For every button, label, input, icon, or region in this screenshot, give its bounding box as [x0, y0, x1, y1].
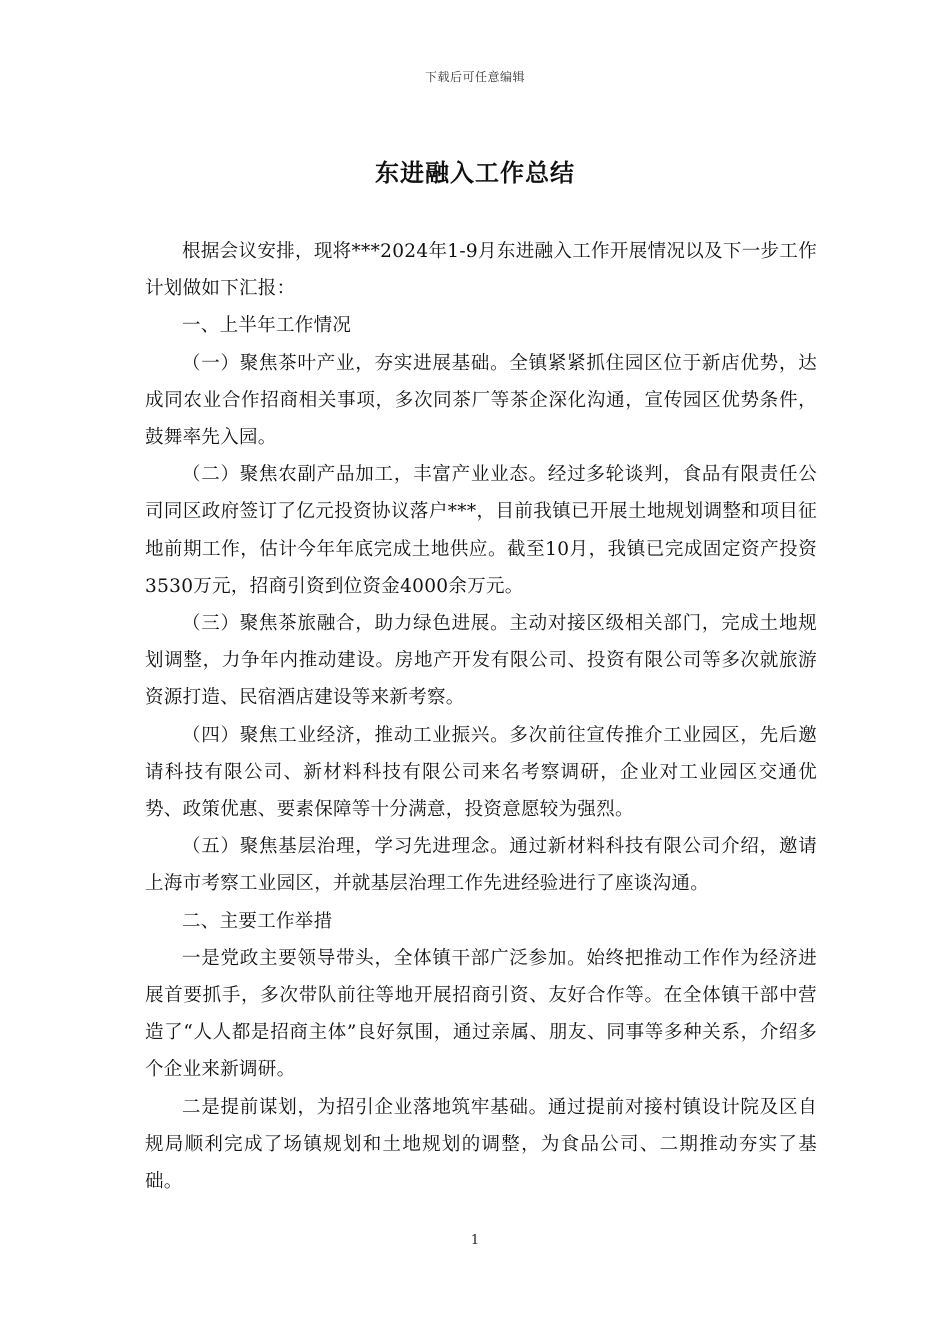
section-heading-1: 一、上半年工作情况: [182, 315, 352, 337]
paragraph-item-1: （一）聚焦茶叶产业，夯实进展基础。全镇紧紧抓住园区位于新店优势，达成同农业合作招商相关事项，多次同茶厂等茶企深化沟通，宣传园区优势条件，鼓舞率先入园。: [145, 352, 817, 449]
paragraph-item-3: （三）聚焦茶旅融合，助力绿色进展。主动对接区级相关部门，完成土地规划调整，力争年内推动建设。房地产开发有限公司、投资有限公司等多次就旅游资源打造、民宿酒店建设等来新考察。: [145, 613, 817, 709]
paragraph-measure-2: 二是提前谋划，为招引企业落地筑牢基础。通过提前对接村镇设计院及区自规局顺利完成了场镇规划和土地规划的调整，为食品公司、二期推动夯实了基础。: [145, 1096, 817, 1193]
paragraph-measure-1: 一是党政主要领导带头，全体镇干部广泛参加。始终把推动工作作为经济进展首要抓手，多次带队前往等地开展招商引资、友好合作等。在全体镇干部中营造了“人人都是招商主体”良好氛围，通过亲属、朋友、同事等多种关系，介绍多个企业来新调研。: [145, 947, 817, 1081]
paragraph-item-4: （四）聚焦工业经济，推动工业振兴。多次前往宣传推介工业园区，先后邀请科技有限公司、新材料科技有限公司来名考察调研，企业对工业园区交通优势、政策优惠、要素保障等十分满意，投资意愿较为强烈。: [145, 724, 817, 821]
page-number: 1: [470, 1233, 480, 1248]
paragraph-item-2: （二）聚焦农副产品加工，丰富产业业态。经过多轮谈判，食品有限责任公司同区政府签订了亿元投资协议落户***，目前我镇已开展土地规划调整和项目征地前期工作，估计今年年底完成土地供应。截至10月，我镇已完成固定资产投资3530万元，招商引资到位资金4000余万元。: [145, 464, 817, 597]
header-note: 下载后可任意编辑: [424, 70, 525, 84]
document-title: 东进融入工作总结: [375, 158, 575, 187]
paragraph-intro: 根据会议安排，现将***2024年1-9月东进融入工作开展情况以及下一步工作计划做如下汇报：: [145, 241, 817, 300]
paragraph-item-5: （五）聚焦基层治理，学习先进理念。通过新材料科技有限公司介绍，邀请上海市考察工业园区，并就基层治理工作先进经验进行了座谈沟通。: [145, 836, 817, 895]
document-body: [145, 233, 817, 1200]
section-heading-2: 二、主要工作举措: [182, 910, 333, 932]
